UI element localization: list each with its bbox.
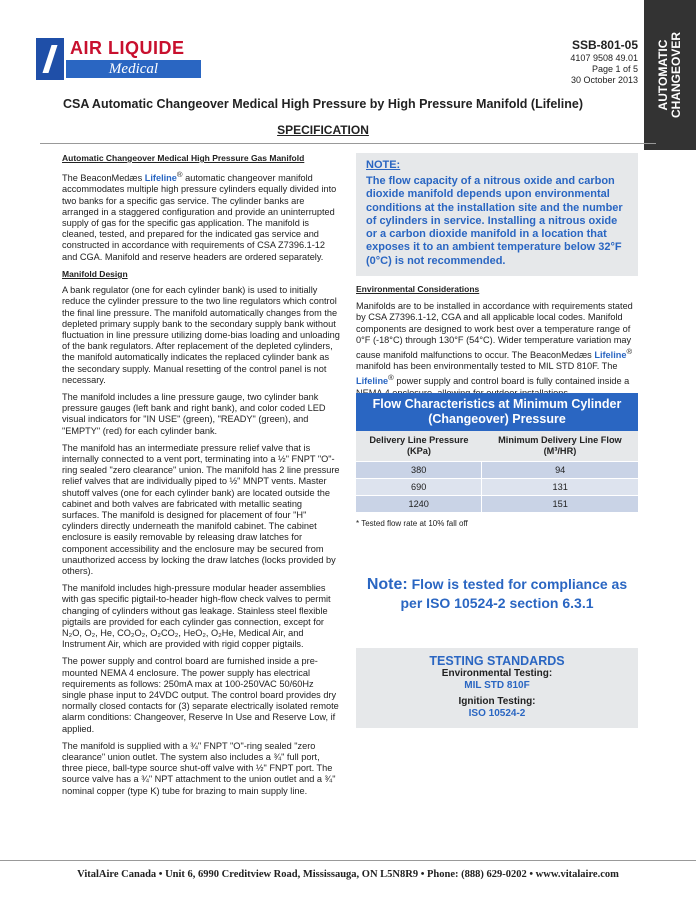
brand-lifeline: Lifeline <box>356 376 389 387</box>
section-heading-design: Manifold Design <box>62 268 128 279</box>
note-heading: NOTE: <box>366 159 401 171</box>
paragraph-regulator: A bank regulator (one for each cylinder bank) is used to initially reduce the cylinder pressure to the two line regulators which control the final line pressure. The manifold automatically changes from the depleted primary supply bank to the secondary supply bank without fluctuation in line pressure utilizing dome-bias loading and unloading of the bank regulators. After replacement of the depleted cylinders, the manifold automatically indicates the replaced cylinder bank as the secondary supply. Manual resetting of the control panel is not necessary. <box>62 285 340 385</box>
intro-text-a: The BeaconMedæs <box>62 173 145 184</box>
cell-pressure: 690 <box>356 479 482 496</box>
env-text-a: Manifolds are to be installed in accordance with requirements stated by CSA Z7396.1-12, CGA and all applicable local codes. Manifold components are designed to work best over a temperature range of 0°F (-18°C) through 130°F (54°C). Wider temperature variation may cause manifold malfunctions to occur. The BeaconMedæs <box>356 301 633 361</box>
air-liquide-logo-icon <box>36 38 64 80</box>
registered-mark: ® <box>388 373 394 383</box>
section-side-tab <box>644 0 696 150</box>
paragraph-intro <box>62 169 340 263</box>
table-row <box>356 479 638 496</box>
environmental-body <box>356 301 638 399</box>
part-number: 4107 9508 49.01 <box>570 53 638 63</box>
paragraph-power-supply: The power supply and control board are furnished inside a pre-mounted NEMA 4 enclosure. The power supply has electrical requirements as follows: 250mA max at 100-250VAC 50/60Hz single phase input to 24VDC output. The control board provides dry normally closed contacts for (3) separate electrically isolated remote alarm conditions: Changeover, Reserve In Use and Reserve Low, if applied. <box>62 656 339 734</box>
column-header-pressure: Delivery Line Pressure (KPa) <box>356 431 482 462</box>
flow-characteristics <box>356 393 638 528</box>
table-row <box>356 462 638 479</box>
cell-pressure: 380 <box>356 462 482 479</box>
page-title: CSA Automatic Changeover Medical High Pressure by High Pressure Manifold (Lifeline) <box>62 97 583 111</box>
compliance-note <box>356 575 638 612</box>
testing-heading: TESTING STANDARDS <box>429 654 565 668</box>
environmental-heading: Environmental Considerations <box>356 284 480 294</box>
environmental-testing-label: Environmental Testing: <box>441 668 553 679</box>
flow-heading: Flow Characteristics at Minimum Cylinder (Changeover) Pressure <box>356 393 638 431</box>
document-info <box>570 38 638 86</box>
environmental-section <box>356 284 638 399</box>
intro-text-b: automatic changeover manifold accommodates multiple high pressure cylinders equally divided into two banks for a specific gas service. The cylinder banks are arranged in a staggered configuration and provide an uninterrupted supply of gas for the specific gas application. The manifold is cleaned, tested, and prepared for the indicated gas service and constructed in accordance with requirements of CSA Z7396.1-12 and CGA. Manifold and reserve headers are ordered separately. <box>62 173 337 262</box>
page-indicator: Page 1 of 5 <box>591 64 638 74</box>
brand-lifeline: Lifeline <box>144 173 177 184</box>
header-divider <box>40 143 656 144</box>
table-row <box>356 496 638 513</box>
table-header-row <box>356 431 638 462</box>
cell-flow: 131 <box>482 479 638 496</box>
note-box <box>356 153 638 276</box>
document-date: 30 October 2013 <box>570 75 638 85</box>
left-column <box>62 153 340 803</box>
cell-flow: 94 <box>482 462 638 479</box>
ignition-testing-value: ISO 10524-2 <box>468 708 526 719</box>
note-body: The flow capacity of a nitrous oxide and carbon dioxide manifold depends upon environmental conditions at the installation site and the number of cylinders in service. Installing a nitrous oxide or a carbon dioxide manifold in a location that exposes it to an ambient temperature below 32°F (0°C) is not recommended. <box>366 175 623 267</box>
flow-footnote: * Tested flow rate at 10% fall off <box>356 519 468 528</box>
logo-text-top: AIR LIQUIDE <box>70 38 185 58</box>
cell-flow: 151 <box>482 496 638 513</box>
side-tab-label: AUTOMATIC CHANGEOVER <box>656 32 683 119</box>
compliance-note-text: Flow is tested for compliance as per ISO 10524-2 section 6.3.1 <box>400 576 628 611</box>
company-logo <box>36 38 201 80</box>
paragraph-gauges: The manifold includes a line pressure gauge, two cylinder bank pressure gauges (left bank and right bank), and color coded LED visual indicators for "IN USE" (green), "READY" (green), and "EMPTY" (red) for each cylinder bank. <box>62 391 326 436</box>
logo-text-bottom: Medical <box>66 60 201 78</box>
brand-lifeline: Lifeline <box>594 350 627 361</box>
page-subtitle: SPECIFICATION <box>277 123 369 137</box>
compliance-note-label: Note: <box>366 576 408 593</box>
document-number: SSB-801-05 <box>571 38 638 52</box>
section-heading-manifold: Automatic Changeover Medical High Pressure Gas Manifold <box>62 153 305 163</box>
registered-mark: ® <box>626 347 633 357</box>
testing-standards-box <box>356 648 638 728</box>
env-text-b: manifold has been environmentally tested to MIL STD 810F. The <box>356 361 618 372</box>
registered-mark: ® <box>176 170 183 180</box>
paragraph-relief-valve: The manifold has an intermediate pressure relief valve that is internally connected to a vent port, terminating into a ½" FNPT "O"-ring sealed "zero clearance" union. The manifold has 2 line pressure relief valves that are individually piped to ½" MNPT vents. Master shutoff valves (one for each cylinder bank) are located outside the cabinet and both valves are fabricated with metallic seating surfaces. The manifold is designed for placement of four "H" cylinders directly underneath the manifold cabinet. The cabinet enclosure is easily removable by releasing draw latches for component accessibility and the enclosure may be secured from unauthorized access by locking the draw latches (locks provided by others). <box>62 442 340 576</box>
cell-pressure: 1240 <box>356 496 482 513</box>
column-header-flow: Minimum Delivery Line Flow (M³/HR) <box>482 431 638 462</box>
ignition-testing-label: Ignition Testing: <box>458 696 536 707</box>
paragraph-header-assemblies: The manifold includes high-pressure modular header assemblies with gas specific pigtail-to-header high-flow check valves to permit changing of cylinders without gas leakage. Stainless steel flexible pigtails are provided for each cylinder gas connection, except for N₂O, O₂, He, CO₂O₂, O₂CO₂, HeO₂, O₂He, Medical Air, and Instrument Air, which are provided with rigid copper pigtails. <box>62 583 331 650</box>
env-text-c: power supply and control board is fully contained inside a <box>396 376 630 387</box>
paragraph-outlet: The manifold is supplied with a ¾" FNPT "O"-ring sealed "zero clearance" union outlet. The system also includes a ¾" full port, three piece, ball-type source shut-off valve with ½" FNPT port. The source valve has a ¾" NPT attachment to the union outlet and a ¾" nominal copper (type K) tube for brazing to main supply line. <box>62 740 336 796</box>
flow-table <box>356 431 638 513</box>
right-column <box>356 153 638 399</box>
environmental-testing-value: MIL STD 810F <box>464 680 530 691</box>
page-footer: VitalAire Canada • Unit 6, 6990 Creditview Road, Mississauga, ON L5N8R9 • Phone: (888) 629-0202 • www.vitalaire.com <box>0 860 696 880</box>
